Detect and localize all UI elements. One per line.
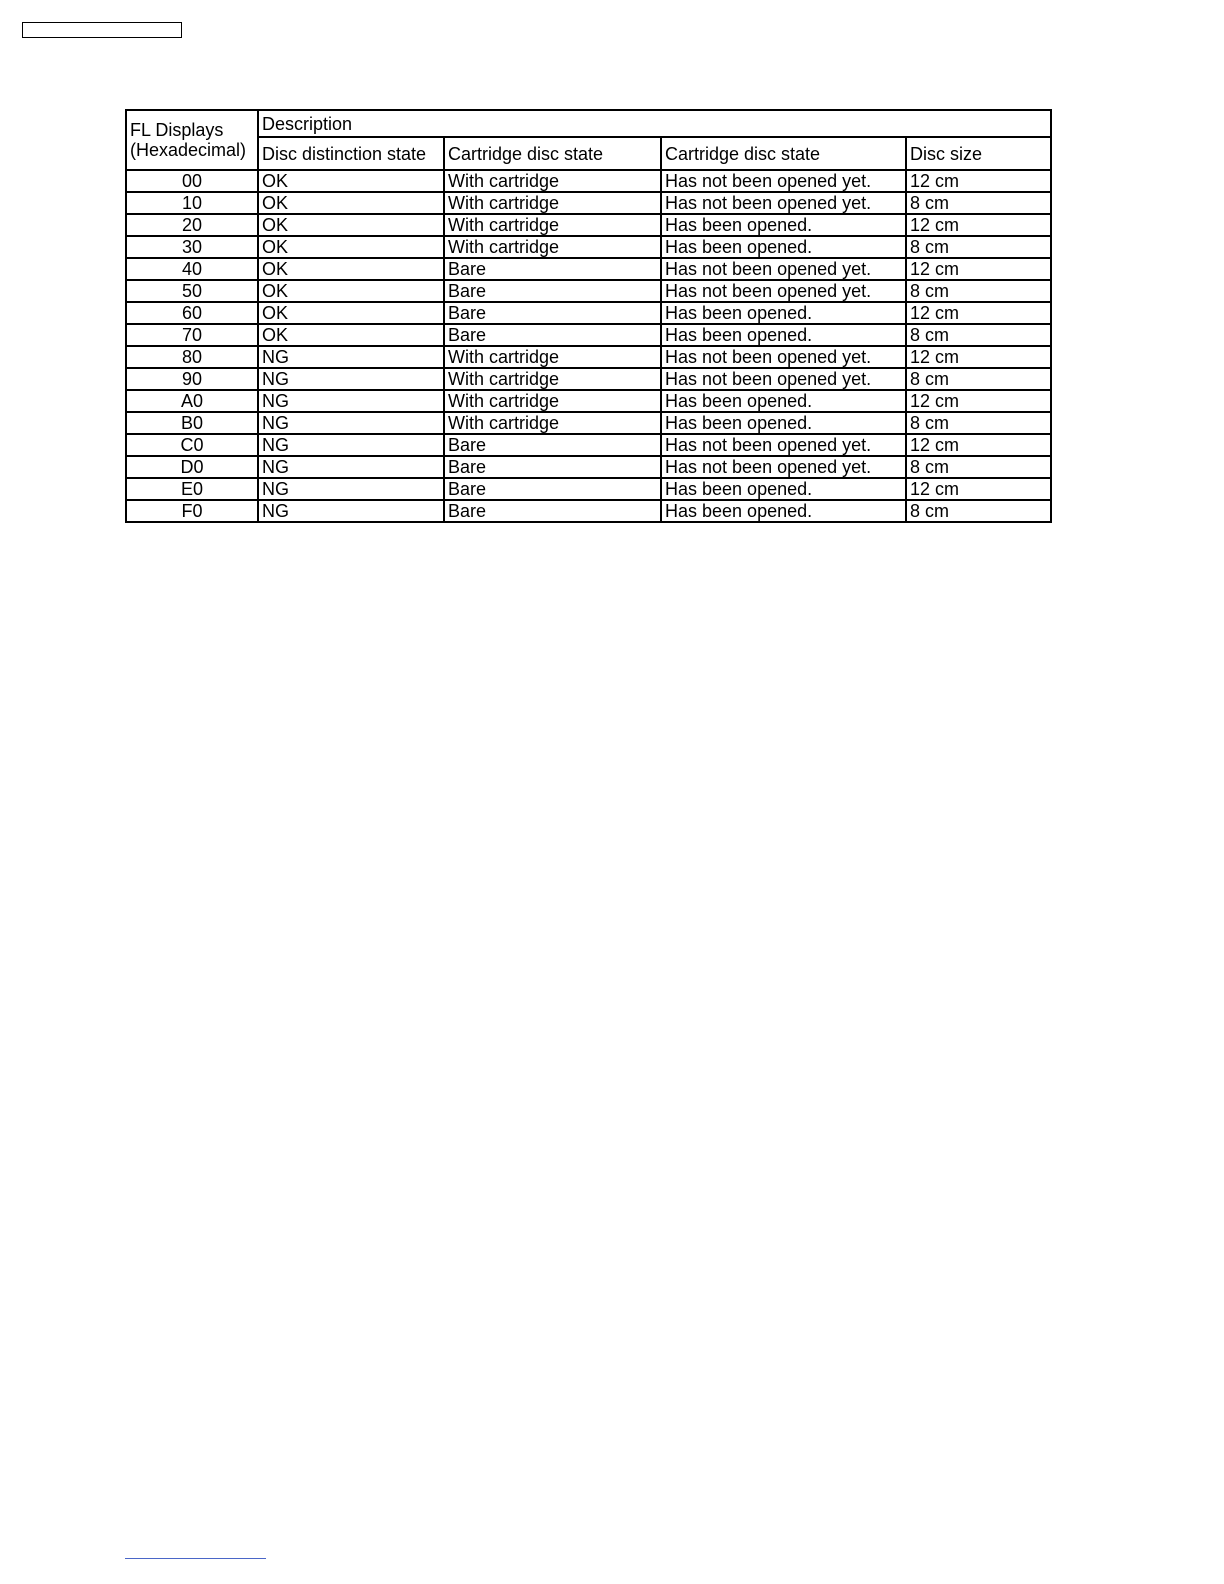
opened-cell: Has been opened.: [661, 412, 906, 434]
hex-cell: 90: [126, 368, 258, 390]
distinction-cell: OK: [258, 258, 444, 280]
distinction-cell: OK: [258, 236, 444, 258]
distinction-cell: OK: [258, 214, 444, 236]
distinction-cell: NG: [258, 390, 444, 412]
distinction-cell: NG: [258, 478, 444, 500]
table-row: [126, 434, 1051, 456]
size-cell: 12 cm: [906, 258, 1051, 280]
hex-cell: A0: [126, 390, 258, 412]
table-row: [126, 478, 1051, 500]
hex-cell: 80: [126, 346, 258, 368]
hex-cell: 20: [126, 214, 258, 236]
table-row: [126, 500, 1051, 522]
distinction-cell: OK: [258, 192, 444, 214]
distinction-cell: NG: [258, 434, 444, 456]
hex-cell: 10: [126, 192, 258, 214]
cartridge-cell: With cartridge: [444, 412, 661, 434]
size-cell: 12 cm: [906, 434, 1051, 456]
size-cell: 12 cm: [906, 170, 1051, 192]
hex-cell: 50: [126, 280, 258, 302]
table-row: [126, 412, 1051, 434]
hex-cell: F0: [126, 500, 258, 522]
table-row: [126, 258, 1051, 280]
opened-cell: Has been opened.: [661, 302, 906, 324]
hex-cell: C0: [126, 434, 258, 456]
opened-cell: Has not been opened yet.: [661, 456, 906, 478]
table-row: [126, 368, 1051, 390]
hex-cell: B0: [126, 412, 258, 434]
cartridge-cell: Bare: [444, 478, 661, 500]
cartridge-cell: Bare: [444, 434, 661, 456]
hex-cell: E0: [126, 478, 258, 500]
cartridge-cell: With cartridge: [444, 236, 661, 258]
hex-cell: 40: [126, 258, 258, 280]
size-cell: 8 cm: [906, 192, 1051, 214]
table-row: [126, 456, 1051, 478]
opened-cell: Has not been opened yet.: [661, 170, 906, 192]
cartridge-cell: Bare: [444, 258, 661, 280]
size-cell: 8 cm: [906, 368, 1051, 390]
hex-cell: 60: [126, 302, 258, 324]
table-row: [126, 214, 1051, 236]
table-row: [126, 280, 1051, 302]
table-row: [126, 390, 1051, 412]
distinction-cell: NG: [258, 456, 444, 478]
size-cell: 12 cm: [906, 302, 1051, 324]
fl-display-table: [125, 109, 1052, 523]
size-cell: 8 cm: [906, 280, 1051, 302]
column-header: Cartridge disc state: [444, 137, 661, 170]
distinction-cell: OK: [258, 302, 444, 324]
size-cell: 8 cm: [906, 412, 1051, 434]
fl-displays-header: [126, 110, 258, 170]
distinction-cell: OK: [258, 324, 444, 346]
hex-cell: 70: [126, 324, 258, 346]
size-cell: 8 cm: [906, 324, 1051, 346]
table-row: [126, 170, 1051, 192]
fl-displays-header-line1: FL Displays: [130, 120, 224, 140]
size-cell: 12 cm: [906, 390, 1051, 412]
opened-cell: Has been opened.: [661, 324, 906, 346]
cartridge-cell: Bare: [444, 280, 661, 302]
table-row: [126, 192, 1051, 214]
hex-cell: D0: [126, 456, 258, 478]
size-cell: 12 cm: [906, 346, 1051, 368]
opened-cell: Has not been opened yet.: [661, 434, 906, 456]
footer-rule: [125, 1558, 266, 1559]
hex-cell: 00: [126, 170, 258, 192]
opened-cell: Has not been opened yet.: [661, 258, 906, 280]
size-cell: 12 cm: [906, 478, 1051, 500]
table-body: [126, 170, 1051, 522]
column-header: Disc size: [906, 137, 1051, 170]
column-header: Disc distinction state: [258, 137, 444, 170]
distinction-cell: NG: [258, 368, 444, 390]
cartridge-cell: With cartridge: [444, 368, 661, 390]
distinction-cell: NG: [258, 346, 444, 368]
cartridge-cell: Bare: [444, 456, 661, 478]
table-row: [126, 236, 1051, 258]
cartridge-cell: With cartridge: [444, 390, 661, 412]
cartridge-cell: With cartridge: [444, 346, 661, 368]
fl-displays-header-line2: (Hexadecimal): [130, 140, 247, 160]
opened-cell: Has not been opened yet.: [661, 346, 906, 368]
opened-cell: Has not been opened yet.: [661, 368, 906, 390]
size-cell: 12 cm: [906, 214, 1051, 236]
opened-cell: Has been opened.: [661, 390, 906, 412]
opened-cell: Has not been opened yet.: [661, 280, 906, 302]
page-header-box: [22, 22, 182, 38]
distinction-cell: NG: [258, 500, 444, 522]
opened-cell: Has been opened.: [661, 500, 906, 522]
cartridge-cell: Bare: [444, 500, 661, 522]
distinction-cell: OK: [258, 280, 444, 302]
size-cell: 8 cm: [906, 236, 1051, 258]
size-cell: 8 cm: [906, 500, 1051, 522]
cartridge-cell: With cartridge: [444, 170, 661, 192]
cartridge-cell: Bare: [444, 324, 661, 346]
opened-cell: Has been opened.: [661, 214, 906, 236]
hex-cell: 30: [126, 236, 258, 258]
cartridge-cell: Bare: [444, 302, 661, 324]
opened-cell: Has been opened.: [661, 236, 906, 258]
opened-cell: Has not been opened yet.: [661, 192, 906, 214]
opened-cell: Has been opened.: [661, 478, 906, 500]
table-row: [126, 324, 1051, 346]
cartridge-cell: With cartridge: [444, 192, 661, 214]
column-header: Cartridge disc state: [661, 137, 906, 170]
table-row: [126, 346, 1051, 368]
table-row: [126, 302, 1051, 324]
size-cell: 8 cm: [906, 456, 1051, 478]
distinction-cell: OK: [258, 170, 444, 192]
cartridge-cell: With cartridge: [444, 214, 661, 236]
distinction-cell: NG: [258, 412, 444, 434]
description-header: Description: [258, 110, 1051, 137]
